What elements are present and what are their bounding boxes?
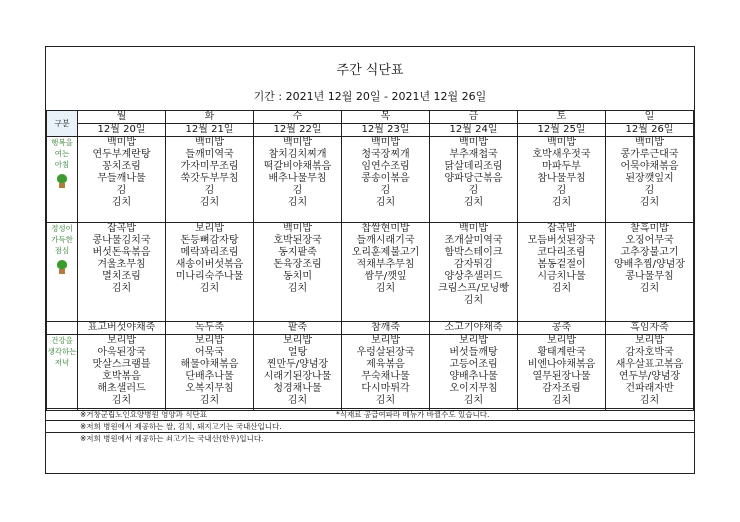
menu-item: 쌈무/깻잎 (364, 271, 407, 282)
menu-item: 돈육장조림 (273, 259, 322, 270)
day-header: 목 (342, 111, 430, 124)
menu-item: 김 (204, 185, 215, 196)
menu-item: 우렁살된장국 (356, 347, 415, 358)
menu-item: 보리밥 (283, 335, 312, 346)
menu-item: 멸치조림 (102, 271, 141, 282)
menu-item: 겨울초무침 (97, 259, 146, 270)
porridge-cell: 팥죽 (254, 322, 342, 335)
menu-item: 콩나물김치국 (92, 235, 151, 246)
menu-item: 어묵국 (195, 347, 224, 358)
menu-item: 찰흑미밥 (630, 223, 669, 234)
porridge-cell: 참깨죽 (342, 322, 430, 335)
menu-item: 어묵야채볶음 (620, 161, 679, 172)
menu-item: 콩가루근대국 (620, 149, 679, 160)
menu-item: 된장깻잎지 (625, 173, 674, 184)
menu-item: 무들깨나물 (97, 173, 146, 184)
menu-item: 꽁치조림 (102, 161, 141, 172)
date-row (47, 124, 694, 137)
menu-item: 양배추나물 (449, 371, 498, 382)
label-line: 점심 (54, 246, 70, 255)
menu-item: 단배추나물 (185, 371, 234, 382)
menu-item: 오복지무침 (185, 383, 234, 394)
porridge-cell: 콩죽 (518, 322, 606, 335)
menu-item: 연두부/양념장 (618, 371, 681, 382)
menu-item: 들깨시래기국 (356, 235, 415, 246)
menu-item: 가자미무조림 (180, 161, 239, 172)
menu-item: 해초샐러드 (97, 383, 146, 394)
menu-item: 아욱된장국 (97, 347, 146, 358)
menu-item: 함박스테이크 (444, 247, 503, 258)
lunch-label (47, 223, 78, 322)
menu-item: 오리훈제불고기 (351, 247, 420, 258)
menu-item: 새송이버섯볶음 (175, 259, 244, 270)
menu-item: 버섯들깨탕 (449, 347, 498, 358)
menu-item: 닭살데리조림 (444, 161, 503, 172)
menu-item: 크림스프/모닝빵 (438, 283, 509, 294)
menu-item: 보리밥 (635, 335, 664, 346)
menu-cell (254, 137, 342, 223)
menu-item: 버섯돈육볶음 (92, 247, 151, 258)
menu-item: 호박볶음 (102, 371, 141, 382)
menu-item: 김치 (551, 395, 572, 406)
date-cell: 12월 26일 (606, 124, 694, 137)
label-line: 여는 (54, 149, 70, 158)
menu-item: 양배추찜/양념장 (614, 259, 685, 270)
menu-item: 백미밥 (459, 137, 488, 148)
breakfast-label (47, 137, 78, 223)
menu-cell (430, 137, 518, 223)
menu-item: 콩나물무침 (625, 271, 674, 282)
day-header: 일 (606, 111, 694, 124)
menu-cell (518, 223, 606, 322)
menu-item: 김 (116, 185, 127, 196)
menu-item: 코다리조림 (537, 247, 586, 258)
note-line: ※저희 병원에서 제공하는 쇠고기는 국내산(한우)입니다. (46, 432, 694, 444)
label-line: 정성이 (51, 224, 73, 233)
menu-item: 김 (644, 185, 655, 196)
menu-cell (606, 335, 694, 411)
date-cell: 12월 20일 (78, 124, 166, 137)
menu-item: 청경채나물 (273, 383, 322, 394)
menu-item: 무숙채나물 (361, 371, 410, 382)
day-header: 화 (166, 111, 254, 124)
menu-item: 백미밥 (547, 137, 576, 148)
menu-item: 비엔나야채볶음 (527, 359, 596, 370)
menu-item: 미나리숙주나물 (175, 271, 244, 282)
menu-item: 김치 (199, 283, 220, 294)
menu-cell (254, 223, 342, 322)
menu-cell (606, 137, 694, 223)
menu-item: 김치 (639, 283, 660, 294)
porridge-cell: 녹두죽 (166, 322, 254, 335)
date-cell: 12월 23일 (342, 124, 430, 137)
menu-cell (254, 335, 342, 411)
menu-item: 백미밥 (195, 137, 224, 148)
date-cell: 12월 22일 (254, 124, 342, 137)
label-line: 아침 (54, 160, 70, 169)
menu-item: 감자튀김 (454, 259, 493, 270)
menu-item: 김치 (287, 395, 308, 406)
label-line: 저녁 (54, 358, 70, 367)
menu-item: 해물야채볶음 (180, 359, 239, 370)
menu-item: 참나물무침 (537, 173, 586, 184)
menu-item: 청국장찌개 (361, 149, 410, 160)
menu-item: 잡곡밥 (107, 223, 136, 234)
day-header: 월 (78, 111, 166, 124)
menu-item: 김 (468, 185, 479, 196)
weekly-menu-table (46, 110, 694, 411)
menu-item: 백미밥 (459, 223, 488, 234)
menu-item: 김치 (639, 395, 660, 406)
menu-item: 떡갈비야채볶음 (263, 161, 332, 172)
menu-item: 조개살미역국 (444, 235, 503, 246)
menu-cell (78, 335, 166, 411)
label-line: 가득한 (51, 235, 73, 244)
plant-pot-icon (55, 174, 69, 188)
menu-item: 김 (292, 185, 303, 196)
menu-item: 김치 (199, 395, 220, 406)
menu-item: 새우살표고볶음 (615, 359, 684, 370)
label-line: 건강을 (51, 336, 73, 345)
date-range: 기간 : 2021년 12월 20일 - 2021년 12월 26일 (253, 90, 487, 103)
menu-item: 호박새우젓국 (532, 149, 591, 160)
note-line: ※저희 병원에서 제공하는 쌀, 김치, 돼지고기는 국내산입니다. (46, 420, 694, 432)
menu-item: 제육볶음 (366, 359, 405, 370)
menu-item: 배추나물무침 (268, 173, 327, 184)
menu-item: 김치 (375, 197, 396, 208)
dinner-label (47, 335, 78, 411)
page-title: 주간 식단표 (336, 63, 404, 78)
menu-item: 김치 (111, 395, 132, 406)
porridge-label-cell (47, 322, 78, 335)
date-cell: 12월 24일 (430, 124, 518, 137)
menu-item: 고등어조림 (449, 359, 498, 370)
menu-item: 다시마튀각 (361, 383, 410, 394)
menu-item: 보리밥 (195, 335, 224, 346)
menu-cell (78, 223, 166, 322)
day-header: 금 (430, 111, 518, 124)
porridge-cell: 표고버섯야채죽 (78, 322, 166, 335)
menu-item: 들깨미역국 (185, 149, 234, 160)
menu-item: 봄동겉절이 (537, 259, 586, 270)
menu-cell (430, 223, 518, 322)
menu-item: 김치 (111, 197, 132, 208)
menu-item: 참치김치찌개 (268, 149, 327, 160)
menu-item: 김치 (639, 197, 660, 208)
menu-item: 열무된장나물 (532, 371, 591, 382)
category-header: 구분 (47, 111, 78, 137)
day-header: 수 (254, 111, 342, 124)
menu-item: 시래기된장나물 (263, 371, 332, 382)
menu-item: 잡곡밥 (547, 223, 576, 234)
plant-pot-icon (55, 260, 69, 274)
menu-item: 양파당근볶음 (444, 173, 503, 184)
menu-cell (342, 223, 430, 322)
menu-cell (166, 223, 254, 322)
menu-cell (606, 223, 694, 322)
menu-item: 오징어무국 (625, 235, 674, 246)
menu-item: 김치 (199, 197, 220, 208)
menu-item: 시금치나물 (537, 271, 586, 282)
menu-cell (518, 335, 606, 411)
notes (46, 408, 694, 444)
menu-item: 동지팥죽 (278, 247, 317, 258)
menu-item: 고추장불고기 (620, 247, 679, 258)
menu-item: 쑥갓두부무침 (180, 173, 239, 184)
note-line (46, 408, 694, 420)
menu-item: 동치미 (283, 271, 312, 282)
menu-item: 김치 (463, 295, 484, 306)
menu-item: 백미밥 (635, 137, 664, 148)
menu-item: 보리밥 (195, 223, 224, 234)
menu-cell (166, 335, 254, 411)
menu-sheet (45, 46, 695, 474)
menu-cell (166, 137, 254, 223)
menu-cell (342, 335, 430, 411)
date-cell: 12월 21일 (166, 124, 254, 137)
day-header: 토 (518, 111, 606, 124)
menu-item: 감자호박국 (625, 347, 674, 358)
menu-item: 연두부계란탕 (92, 149, 151, 160)
menu-item: 얼탕 (287, 347, 308, 358)
menu-item: 콩송이볶음 (361, 173, 410, 184)
menu-item: 보리밥 (107, 335, 136, 346)
menu-item: 백미밥 (371, 137, 400, 148)
menu-item: 감자조림 (542, 383, 581, 394)
menu-item: 황태계란국 (537, 347, 586, 358)
menu-item: 김치 (551, 283, 572, 294)
menu-item: 백미밥 (283, 137, 312, 148)
menu-item: 적채부추무침 (356, 259, 415, 270)
menu-item: 백미밥 (283, 223, 312, 234)
menu-item: 김 (556, 185, 567, 196)
menu-item: 백미밥 (107, 137, 136, 148)
date-cell: 12월 25일 (518, 124, 606, 137)
day-header-row (47, 111, 694, 124)
menu-item: 김치 (287, 283, 308, 294)
menu-item: 보리밥 (547, 335, 576, 346)
menu-item: 김치 (287, 197, 308, 208)
note-source: ※거창군립노인요양병원 영양과 식단표 (80, 410, 207, 419)
menu-item: 건파래자반 (625, 383, 674, 394)
note-change: *식재료 공급여파라 메뉴가 바뀔수도 있습니다. (336, 410, 490, 419)
menu-item: 돈등뼈감자탕 (180, 235, 239, 246)
menu-cell (342, 137, 430, 223)
menu-item: 맛살스크램블 (92, 359, 151, 370)
menu-item: 마파두부 (542, 161, 581, 172)
menu-cell (78, 137, 166, 223)
menu-item: 김 (380, 185, 391, 196)
porridge-cell: 소고기야채죽 (430, 322, 518, 335)
dinner-row (47, 335, 694, 411)
menu-item: 메락꽈리조림 (180, 247, 239, 258)
menu-item: 김치 (463, 197, 484, 208)
label-line: 행복을 (51, 138, 73, 147)
menu-item: 임연수조림 (361, 161, 410, 172)
menu-item: 김치 (463, 395, 484, 406)
menu-cell (430, 335, 518, 411)
menu-item: 김치 (551, 197, 572, 208)
menu-item: 오이지무침 (449, 383, 498, 394)
menu-item: 모듬버섯된장국 (527, 235, 596, 246)
menu-item: 양상추샐러드 (444, 271, 503, 282)
menu-item: 부추재첩국 (449, 149, 498, 160)
menu-item: 찹쌀현미밥 (361, 223, 410, 234)
menu-cell (518, 137, 606, 223)
menu-item: 찐만두/양념장 (266, 359, 329, 370)
menu-item: 김치 (111, 283, 132, 294)
porridge-row (47, 322, 694, 335)
breakfast-row (47, 137, 694, 223)
label-line: 생각하는 (47, 347, 77, 356)
menu-item: 보리밥 (371, 335, 400, 346)
menu-item: 김치 (375, 395, 396, 406)
menu-item: 호박된장국 (273, 235, 322, 246)
menu-item: 김치 (375, 283, 396, 294)
menu-item: 보리밥 (459, 335, 488, 346)
lunch-row (47, 223, 694, 322)
porridge-cell: 흑임자죽 (606, 322, 694, 335)
